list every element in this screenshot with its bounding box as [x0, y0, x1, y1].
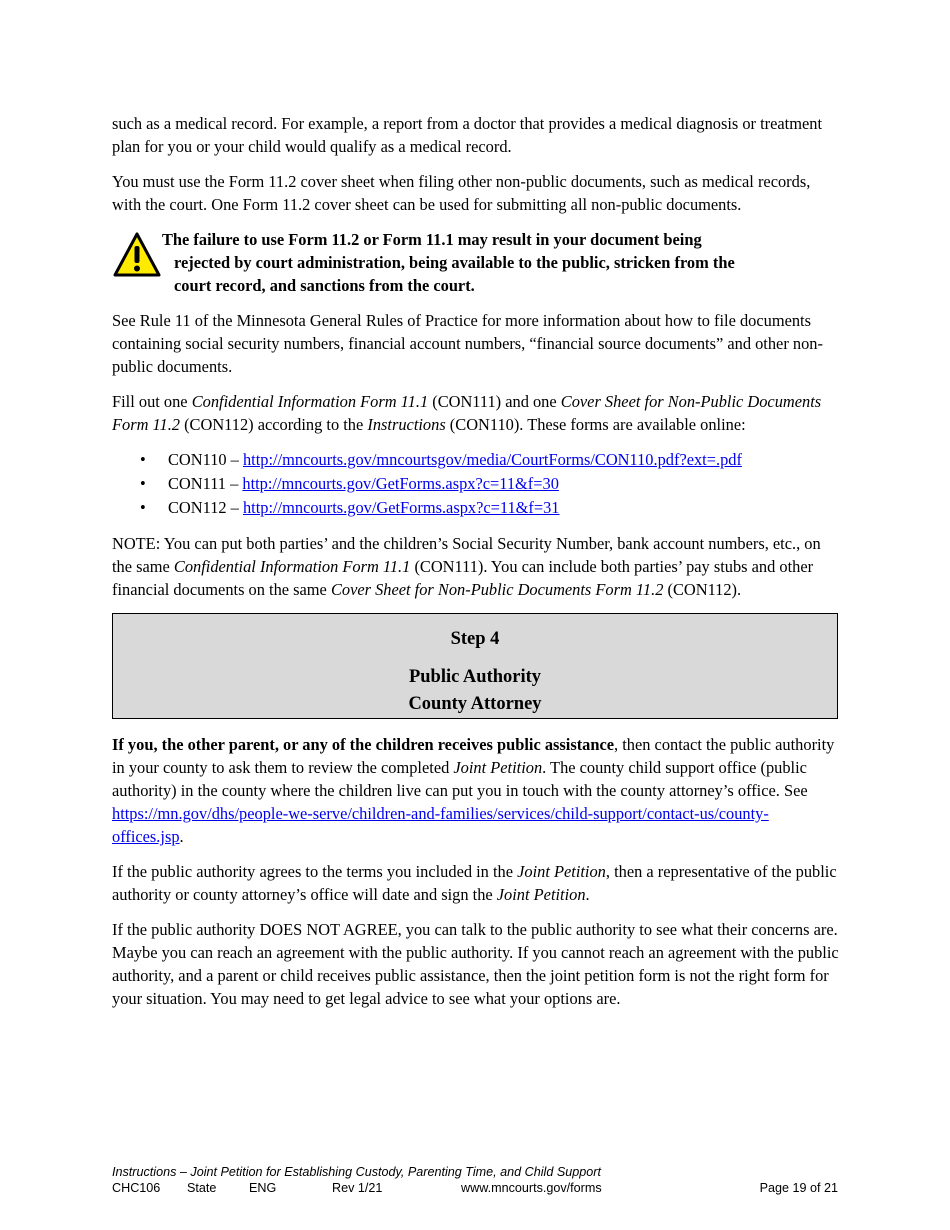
- paragraph-note: NOTE: You can put both parties’ and the children’s Social Security Number, bank account numbers, etc., on the same Confidential Information Form 11.1 (CON111). You can include both parties’ pay stubs and other financial documents on the same Cover Sheet for Non-Public Documents Form 11.2 (CON112).: [112, 534, 821, 599]
- step-4-header: [112, 613, 838, 719]
- footer-language: ENG: [249, 1181, 277, 1195]
- footer-revision: Rev 1/21: [332, 1181, 383, 1195]
- footer-url: www.mncourts.gov/forms: [461, 1181, 602, 1195]
- step-subtitle-2: County Attorney: [408, 694, 542, 714]
- footer-state: State: [187, 1181, 217, 1195]
- paragraph-public-authority-agrees: If the public authority agrees to the terms you included in the Joint Petition, then a representative of the public authority or county attorney’s office will date and sign the Joint Petition.: [112, 862, 837, 904]
- step-title: Step 4: [450, 629, 500, 649]
- page-footer: [112, 1164, 838, 1196]
- footer-title: Instructions – Joint Petition for Establishing Custody, Parenting Time, and Child Support: [112, 1165, 601, 1179]
- paragraph-public-assistance: If you, the other parent, or any of the children receives public assistance, then contact the public authority in your county to ask them to review the completed Joint Petition. The county child support office (public authority) in the county where the children live can put you in touch with the county attorney’s office. See https://mn.gov/dhs/people-we-serve/children-and-families/services/child-support/contact-us/county-offices.jsp.: [112, 735, 835, 846]
- bullet: •: [140, 474, 146, 493]
- paragraph-medical-record: such as a medical record. For example, a report from a doctor that provides a medical diagnosis or treatment plan for you or your child would qualify as a medical record.: [112, 114, 823, 156]
- con111-link[interactable]: http://mncourts.gov/GetForms.aspx?c=11&f=30: [242, 474, 559, 493]
- list-item: [112, 472, 840, 496]
- form-code: CON112 –: [168, 498, 243, 517]
- list-item: [112, 496, 840, 520]
- footer-form-code: CHC106: [112, 1181, 161, 1195]
- paragraph-form-11-2: You must use the Form 11.2 cover sheet when filing other non-public documents, such as medical records, with the court. One Form 11.2 cover sheet can be used for submitting all non-public documents.: [112, 172, 811, 214]
- paragraph-does-not-agree: If the public authority DOES NOT AGREE, you can talk to the public authority to see what their concerns are. Maybe you can reach an agreement with the public authority. If you cannot reach an agreement with the public authority, and a parent or child receives public assistance, then the joint petition form is not the right form for your situation. You may need to get legal advice to see what your options are.: [112, 920, 839, 1008]
- con112-link[interactable]: http://mncourts.gov/GetForms.aspx?c=11&f=31: [242, 498, 560, 517]
- forms-link-list: [112, 448, 840, 520]
- paragraph-rule-11: See Rule 11 of the Minnesota General Rules of Practice for more information about how to file documents containing social security numbers, financial account numbers, “financial source documents” and other non-public documents.: [112, 311, 823, 376]
- form-code: CON110 –: [168, 450, 243, 469]
- bullet: •: [140, 498, 146, 517]
- warning-line-1: The failure to use Form 11.2 or Form 11.1 may result in your document being: [162, 230, 702, 249]
- form-code: CON111 –: [168, 474, 243, 493]
- step-subtitle-1: Public Authority: [408, 667, 542, 687]
- warning-block: [112, 228, 840, 297]
- warning-line-3: court record, and sanctions from the court.: [174, 276, 475, 295]
- bullet: •: [140, 450, 146, 469]
- con110-link[interactable]: http://mncourts.gov/mncourtsgov/media/CourtForms/CON110.pdf?ext=.pdf: [242, 450, 742, 469]
- warning-icon: [112, 231, 162, 279]
- paragraph-fill-out: Fill out one Confidential Information Form 11.1 (CON111) and one Cover Sheet for Non-Public Documents Form 11.2 (CON112) according to the Instructions (CON110). These forms are available online:: [112, 392, 822, 434]
- footer-info-row: [112, 1180, 838, 1196]
- list-item: [112, 448, 840, 472]
- warning-line-2: rejected by court administration, being available to the public, stricken from the: [174, 253, 735, 272]
- footer-page-number: Page 19 of 21: [759, 1181, 838, 1195]
- county-offices-link[interactable]: https://mn.gov/dhs/people-we-serve/children-and-families/services/child-support/contact-us/county-offices.jsp: [112, 804, 769, 846]
- document-body: [112, 112, 840, 1022]
